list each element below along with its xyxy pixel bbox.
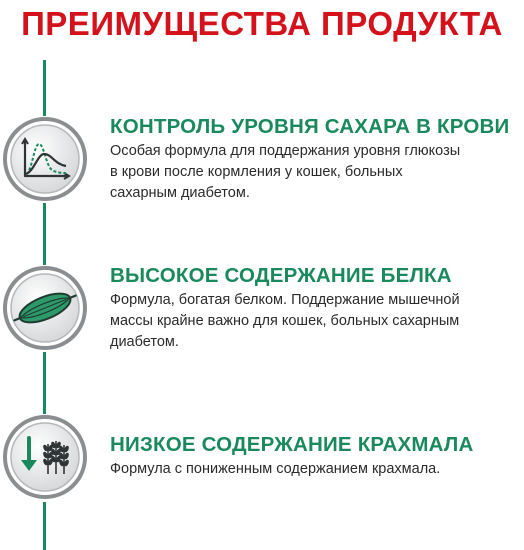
muscle-fiber-icon bbox=[2, 265, 88, 351]
feature-high-protein bbox=[110, 263, 524, 353]
feature-description-line: сахарным диабетом. bbox=[110, 185, 250, 201]
glucose-curve-chart-icon bbox=[2, 116, 88, 202]
feature-description-line: Формула с пониженным содержанием крахмала. bbox=[110, 461, 441, 477]
timeline-rail bbox=[43, 502, 46, 550]
timeline-rail bbox=[43, 60, 46, 116]
feature-blood-sugar-control bbox=[110, 114, 524, 204]
feature-description-line: в крови после кормления у кошек, больных bbox=[110, 164, 403, 180]
timeline-rail bbox=[43, 352, 46, 414]
feature-heading: НИЗКОЕ СОДЕРЖАНИЕ КРАХМАЛА bbox=[110, 433, 474, 456]
feature-description bbox=[110, 290, 524, 353]
feature-heading: КОНТРОЛЬ УРОВНЯ САХАРА В КРОВИ bbox=[110, 115, 510, 138]
feature-description-line: Формула, богатая белком. Поддержание мышечной bbox=[110, 292, 460, 308]
low-starch-wheat-icon bbox=[2, 414, 88, 500]
feature-description-line: массы крайне важно для кошек, больных сахарным bbox=[110, 313, 460, 329]
feature-description bbox=[110, 141, 524, 204]
feature-description-line: Особая формула для поддержания уровня глюкозы bbox=[110, 143, 461, 159]
feature-heading: ВЫСОКОЕ СОДЕРЖАНИЕ БЕЛКА bbox=[110, 264, 452, 287]
timeline-rail bbox=[43, 203, 46, 265]
feature-description-line: диабетом. bbox=[110, 334, 179, 350]
feature-description bbox=[110, 459, 524, 480]
feature-low-starch bbox=[110, 432, 524, 480]
page-title: ПРЕИМУЩЕСТВА ПРОДУКТА bbox=[21, 5, 503, 42]
